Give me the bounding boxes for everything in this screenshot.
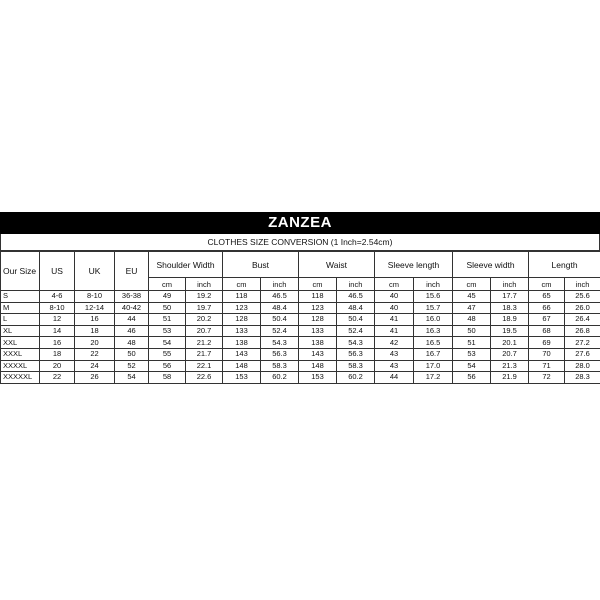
size-label: XXXXL xyxy=(1,360,40,372)
table-cell: 153 xyxy=(299,372,337,384)
table-cell: 26 xyxy=(75,372,115,384)
unit-inch: inch xyxy=(565,278,600,291)
table-cell: 16 xyxy=(40,337,75,349)
table-cell: 71 xyxy=(529,360,565,372)
table-row xyxy=(1,337,600,349)
table-cell: 48 xyxy=(115,337,149,349)
unit-inch: inch xyxy=(337,278,375,291)
header-uk: UK xyxy=(75,252,115,291)
unit-cm: cm xyxy=(149,278,186,291)
table-cell: 25.6 xyxy=(565,291,600,303)
unit-inch: inch xyxy=(491,278,529,291)
table-cell: 17.0 xyxy=(414,360,453,372)
table-cell: 50 xyxy=(149,302,186,314)
table-cell: 15.6 xyxy=(414,291,453,303)
table-cell: 26.0 xyxy=(565,302,600,314)
table-cell: 53 xyxy=(149,325,186,337)
header-eu: EU xyxy=(115,252,149,291)
table-cell: 16.5 xyxy=(414,337,453,349)
table-cell: 15.7 xyxy=(414,302,453,314)
unit-inch: inch xyxy=(186,278,223,291)
unit-cm: cm xyxy=(453,278,491,291)
table-cell: 8-10 xyxy=(75,291,115,303)
table-cell: 22.6 xyxy=(186,372,223,384)
table-row xyxy=(1,360,600,372)
table-cell: 41 xyxy=(375,325,414,337)
table-cell: 16.3 xyxy=(414,325,453,337)
table-cell: 133 xyxy=(299,325,337,337)
table-cell: 50 xyxy=(453,325,491,337)
size-label: M xyxy=(1,302,40,314)
table-cell: 143 xyxy=(299,348,337,360)
table-cell: 54 xyxy=(115,372,149,384)
table-cell: 24 xyxy=(75,360,115,372)
table-cell: 69 xyxy=(529,337,565,349)
table-cell: 16 xyxy=(75,314,115,326)
size-chart xyxy=(0,212,600,384)
table-cell: 40 xyxy=(375,302,414,314)
table-cell: 21.7 xyxy=(186,348,223,360)
unit-cm: cm xyxy=(375,278,414,291)
table-cell: 27.6 xyxy=(565,348,600,360)
table-cell: 52.4 xyxy=(261,325,299,337)
table-cell: 12-14 xyxy=(75,302,115,314)
table-cell: 8-10 xyxy=(40,302,75,314)
table-cell: 22 xyxy=(75,348,115,360)
table-cell: 19.2 xyxy=(186,291,223,303)
size-label: XL xyxy=(1,325,40,337)
brand-title: ZANZEA xyxy=(0,212,600,234)
table-cell: 72 xyxy=(529,372,565,384)
table-cell: 123 xyxy=(223,302,261,314)
header-our-size: Our Size xyxy=(1,252,40,291)
table-cell: 48.4 xyxy=(261,302,299,314)
table-cell: 12 xyxy=(40,314,75,326)
table-cell: 17.7 xyxy=(491,291,529,303)
table-cell: 17.2 xyxy=(414,372,453,384)
table-cell: 54.3 xyxy=(261,337,299,349)
size-label: XXL xyxy=(1,337,40,349)
table-row xyxy=(1,325,600,337)
table-cell: 56.3 xyxy=(337,348,375,360)
table-cell: 60.2 xyxy=(337,372,375,384)
table-row xyxy=(1,348,600,360)
table-cell: 42 xyxy=(375,337,414,349)
table-cell: 20 xyxy=(75,337,115,349)
table-cell: 43 xyxy=(375,360,414,372)
table-cell: 40 xyxy=(375,291,414,303)
table-cell: 26.8 xyxy=(565,325,600,337)
table-cell: 50.4 xyxy=(261,314,299,326)
unit-cm: cm xyxy=(529,278,565,291)
table-cell: 19.7 xyxy=(186,302,223,314)
table-cell: 19.5 xyxy=(491,325,529,337)
table-cell: 21.9 xyxy=(491,372,529,384)
table-cell: 138 xyxy=(299,337,337,349)
table-cell: 58.3 xyxy=(261,360,299,372)
table-cell: 44 xyxy=(375,372,414,384)
table-cell: 20.2 xyxy=(186,314,223,326)
table-row xyxy=(1,291,600,303)
table-cell: 60.2 xyxy=(261,372,299,384)
header-us: US xyxy=(40,252,75,291)
table-cell: 54 xyxy=(149,337,186,349)
table-cell: 20.7 xyxy=(186,325,223,337)
table-cell: 67 xyxy=(529,314,565,326)
unit-cm: cm xyxy=(299,278,337,291)
table-cell: 51 xyxy=(149,314,186,326)
table-cell: 21.2 xyxy=(186,337,223,349)
table-cell: 49 xyxy=(149,291,186,303)
table-cell: 20.1 xyxy=(491,337,529,349)
table-cell: 28.3 xyxy=(565,372,600,384)
size-label: L xyxy=(1,314,40,326)
table-cell: 148 xyxy=(299,360,337,372)
table-cell: 52.4 xyxy=(337,325,375,337)
table-cell: 41 xyxy=(375,314,414,326)
table-cell: 36-38 xyxy=(115,291,149,303)
table-cell: 138 xyxy=(223,337,261,349)
table-cell: 153 xyxy=(223,372,261,384)
table-cell: 16.0 xyxy=(414,314,453,326)
unit-inch: inch xyxy=(414,278,453,291)
unit-cm: cm xyxy=(223,278,261,291)
table-cell: 28.0 xyxy=(565,360,600,372)
table-cell: 43 xyxy=(375,348,414,360)
table-cell: 66 xyxy=(529,302,565,314)
table-cell: 58 xyxy=(149,372,186,384)
table-cell: 21.3 xyxy=(491,360,529,372)
table-cell: 54.3 xyxy=(337,337,375,349)
table-cell: 48 xyxy=(453,314,491,326)
table-cell: 51 xyxy=(453,337,491,349)
table-cell: 44 xyxy=(115,314,149,326)
header-length: Length xyxy=(529,252,600,278)
table-cell: 68 xyxy=(529,325,565,337)
table-cell: 50 xyxy=(115,348,149,360)
table-cell: 4-6 xyxy=(40,291,75,303)
size-table xyxy=(0,251,600,384)
table-cell: 26.4 xyxy=(565,314,600,326)
table-cell: 48.4 xyxy=(337,302,375,314)
table-cell: 45 xyxy=(453,291,491,303)
table-cell: 56 xyxy=(149,360,186,372)
table-cell: 16.7 xyxy=(414,348,453,360)
table-cell: 14 xyxy=(40,325,75,337)
table-cell: 56.3 xyxy=(261,348,299,360)
table-cell: 18 xyxy=(75,325,115,337)
header-bust: Bust xyxy=(223,252,299,278)
header-waist: Waist xyxy=(299,252,375,278)
table-cell: 118 xyxy=(299,291,337,303)
table-cell: 40-42 xyxy=(115,302,149,314)
table-cell: 18.3 xyxy=(491,302,529,314)
table-cell: 46 xyxy=(115,325,149,337)
header-shoulder-width: Shoulder Width xyxy=(149,252,223,278)
table-cell: 46.5 xyxy=(337,291,375,303)
table-cell: 20 xyxy=(40,360,75,372)
table-cell: 22.1 xyxy=(186,360,223,372)
table-cell: 65 xyxy=(529,291,565,303)
table-cell: 46.5 xyxy=(261,291,299,303)
table-cell: 20.7 xyxy=(491,348,529,360)
table-cell: 55 xyxy=(149,348,186,360)
table-row xyxy=(1,314,600,326)
size-rows xyxy=(1,291,600,384)
header-row xyxy=(1,252,600,278)
table-cell: 50.4 xyxy=(337,314,375,326)
table-cell: 18 xyxy=(40,348,75,360)
table-cell: 143 xyxy=(223,348,261,360)
table-cell: 22 xyxy=(40,372,75,384)
table-cell: 54 xyxy=(453,360,491,372)
table-cell: 56 xyxy=(453,372,491,384)
size-label: XXXXXL xyxy=(1,372,40,384)
table-cell: 133 xyxy=(223,325,261,337)
table-cell: 118 xyxy=(223,291,261,303)
unit-inch: inch xyxy=(261,278,299,291)
table-cell: 18.9 xyxy=(491,314,529,326)
table-cell: 148 xyxy=(223,360,261,372)
table-cell: 58.3 xyxy=(337,360,375,372)
table-cell: 47 xyxy=(453,302,491,314)
table-cell: 52 xyxy=(115,360,149,372)
table-cell: 27.2 xyxy=(565,337,600,349)
header-sleeve-width: Sleeve width xyxy=(453,252,529,278)
table-row xyxy=(1,302,600,314)
size-label: XXXL xyxy=(1,348,40,360)
chart-subtitle: CLOTHES SIZE CONVERSION (1 Inch=2.54cm) xyxy=(0,234,600,251)
table-row xyxy=(1,372,600,384)
table-cell: 128 xyxy=(299,314,337,326)
table-cell: 70 xyxy=(529,348,565,360)
table-cell: 128 xyxy=(223,314,261,326)
header-sleeve-length: Sleeve length xyxy=(375,252,453,278)
table-cell: 53 xyxy=(453,348,491,360)
size-label: S xyxy=(1,291,40,303)
table-cell: 123 xyxy=(299,302,337,314)
